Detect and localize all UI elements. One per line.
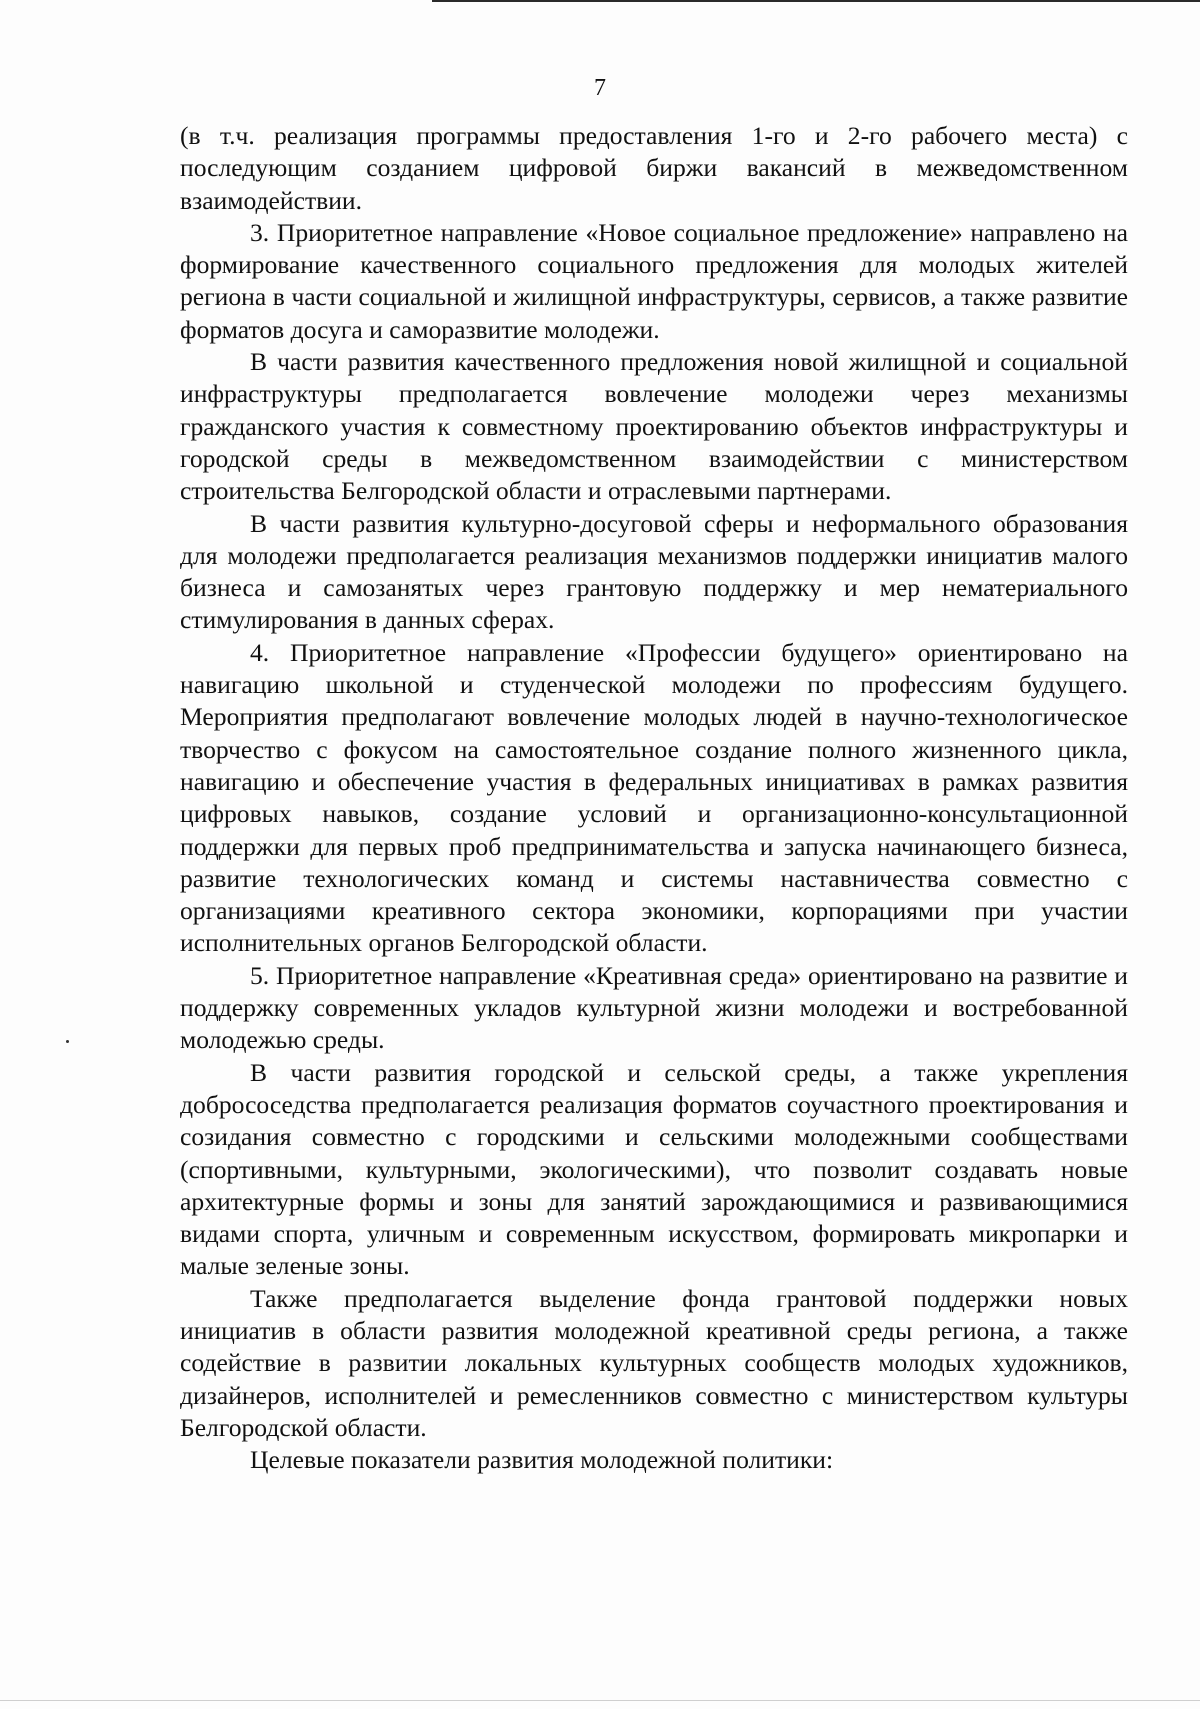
scan-bottom-edge-line (0, 1700, 1200, 1701)
scan-speck (66, 1040, 69, 1043)
paragraph-continuation: (в т.ч. реализация программы предоставления 1-го и 2-го рабочего места) с последующим созданием цифровой биржи вакансий в межведомственном взаимодействии. (180, 121, 1128, 215)
paragraph-cultural-leisure: В части развития культурно-досуговой сферы и неформального образования для молодежи предполагается реализация механизмов поддержки инициатив малого бизнеса и самозанятых через грантовую поддержку и мер нематериального стимулирования в данных сферах. (180, 508, 1128, 635)
scan-top-edge-line (432, 0, 1200, 2)
page-number: 7 (594, 75, 606, 101)
paragraph-housing-infrastructure: В части развития качественного предложения новой жилищной и социальной инфраструктуры предполагается вовлечение молодежи через механизмы гражданского участия к совместному проектированию объектов инфраструктуры и городской среды в межведомственном взаимодействии с министерством строительства Белгородской области и отраслевыми партнерами. (180, 347, 1128, 506)
paragraph-priority-3: 3. Приоритетное направление «Новое социальное предложение» направлено на формирование качественного социального предложения для молодых жителей региона в части социальной и жилищной инфраструктуры, сервисов, а также развитие форматов досуга и саморазвитие молодежи. (180, 217, 1128, 344)
paragraph-priority-5: 5. Приоритетное направление «Креативная среда» ориентировано на развитие и поддержку современных укладов культурной жизни молодежи и востребованной молодежью среды. (180, 960, 1128, 1055)
paragraph-grant-fund: Также предполагается выделение фонда грантовой поддержки новых инициатив в области развития молодежной креативной среды региона, а также содействие в развитии локальных культурных сообществ молодых художников, дизайнеров, исполнителей и ремесленников совместно с министерством культуры Белгородской области. (180, 1283, 1128, 1442)
paragraph-urban-rural-environment: В части развития городской и сельской среды, а также укрепления добрососедства предполагается реализация форматов соучастного проектирования и созидания совместно с городскими и сельскими молодежными сообществами (спортивными, культурными, экологическими), что позволит создавать новые архитектурные формы и зоны для занятий зарождающимися и развивающимися видами спорта, уличным и современным искусством, формировать микропарки и малые зеленые зоны. (180, 1057, 1128, 1281)
document-body (180, 120, 1128, 1476)
paragraph-target-indicators: Целевые показатели развития молодежной политики: (250, 1445, 834, 1475)
paragraph-priority-4: 4. Приоритетное направление «Профессии будущего» ориентировано на навигацию школьной и студенческой молодежи по профессиям будущего. Мероприятия предполагают вовлечение молодых людей в научно-технологическое творчество с фокусом на самостоятельное создание полного жизненного цикла, навигацию и обеспечение участия в федеральных инициативах в рамках развития цифровых навыков, создание условий и организационно-консультационной поддержки для первых проб предпринимательства и запуска начинающего бизнеса, развитие технологических команд и системы наставничества совместно с организациями креативного сектора экономики, корпорациями при участии исполнительных органов Белгородской области. (180, 637, 1128, 958)
